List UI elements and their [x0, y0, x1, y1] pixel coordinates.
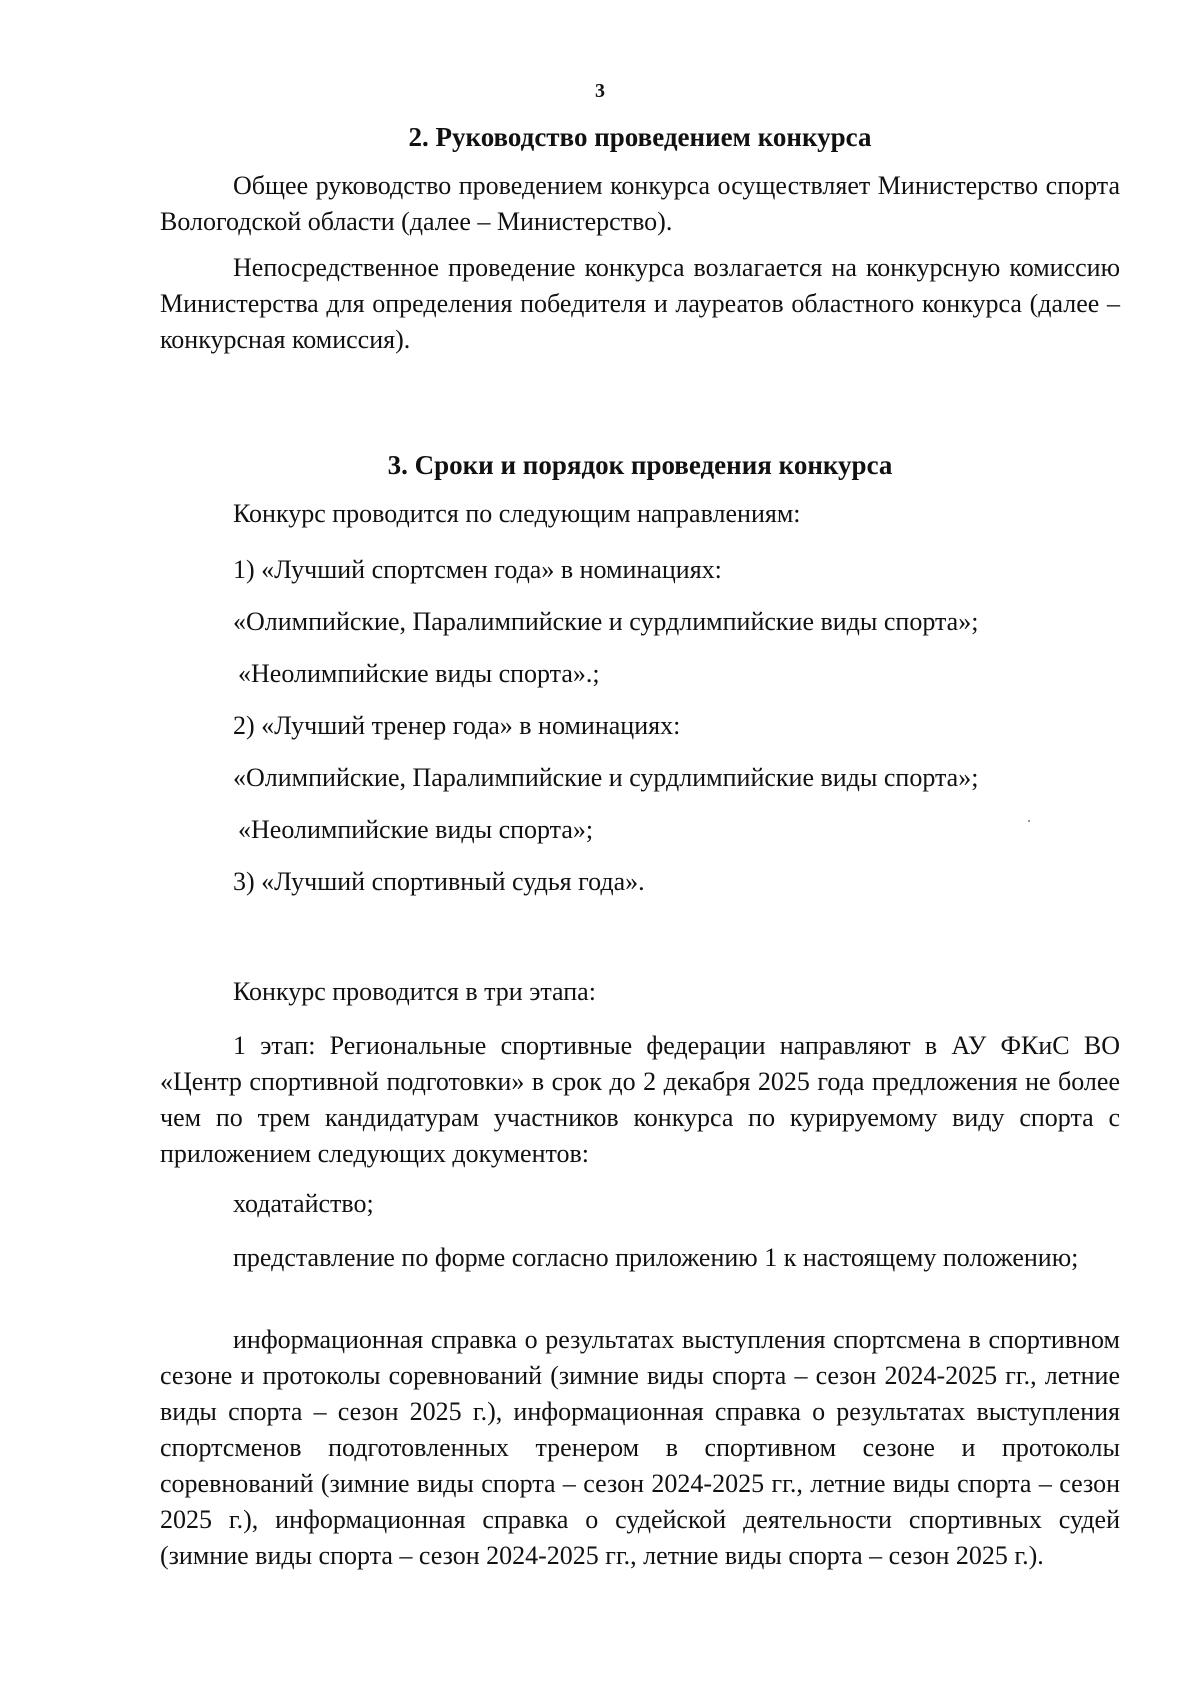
- section-2-paragraph-2: Непосредственное проведение конкурса возлагается на конкурсную комиссию Министерства для определения победителя и лауреатов областного конкурса (далее – конкурсная комиссия).: [160, 253, 1120, 354]
- stage-1-paragraph: 1 этап: Региональные спортивные федерации направляют в АУ ФКиС ВО «Центр спортивной подготовки» в срок до 2 декабря 2025 года предложения не более чем по трем кандидатурам участников конкурса по курируемому виду спорта с приложением следующих документов:: [160, 1031, 1120, 1168]
- direction-1-nomination-1: «Олимпийские, Паралимпийские и сурдлимпийские виды спорта»;: [233, 607, 979, 636]
- direction-item-2: 2) «Лучший тренер года» в номинациях:: [233, 711, 681, 740]
- directions-intro: Конкурс проводится по следующим направлениям:: [233, 499, 801, 528]
- stages-intro: Конкурс проводится в три этапа:: [233, 977, 596, 1006]
- direction-1-nomination-2: «Неолимпийские виды спорта».;: [238, 659, 600, 688]
- document-item-petition: ходатайство;: [233, 1189, 374, 1218]
- scan-speck: [1028, 820, 1030, 822]
- direction-item-3: 3) «Лучший спортивный судья года».: [233, 867, 645, 896]
- document-item-information-reference: информационная справка о результатах выступления спортсмена в спортивном сезоне и протоколы соревнований (зимние виды спорта – сезон 2024-2025 гг., летние виды спорта – сезон 2025 г.), информационная справка о результатах выступления спортсменов подготовленных тренером в спортивном сезоне и протоколы соревнований (зимние виды спорта – сезон 2024-2025 гг., летние виды спорта – сезон 2025 г.), информационная справка о судейской деятельности спортивных судей (зимние виды спорта – сезон 2024-2025 гг., летние виды спорта – сезон 2025 г.).: [160, 1325, 1120, 1570]
- direction-item-1: 1) «Лучший спортсмен года» в номинациях:: [233, 555, 722, 584]
- page-number: 3: [595, 80, 605, 102]
- section-2-paragraph-1: Общее руководство проведением конкурса осуществляет Министерство спорта Вологодской области (далее – Министерство).: [160, 171, 1120, 236]
- direction-2-nomination-1: «Олимпийские, Паралимпийские и сурдлимпийские виды спорта»;: [233, 763, 979, 792]
- section-3-heading: 3. Сроки и порядок проведения конкурса: [387, 450, 893, 480]
- section-2-heading: 2. Руководство проведением конкурса: [408, 122, 872, 152]
- document-item-representation: представление по форме согласно приложению 1 к настоящему положению;: [233, 1243, 1079, 1272]
- direction-2-nomination-2: «Неолимпийские виды спорта»;: [238, 815, 594, 844]
